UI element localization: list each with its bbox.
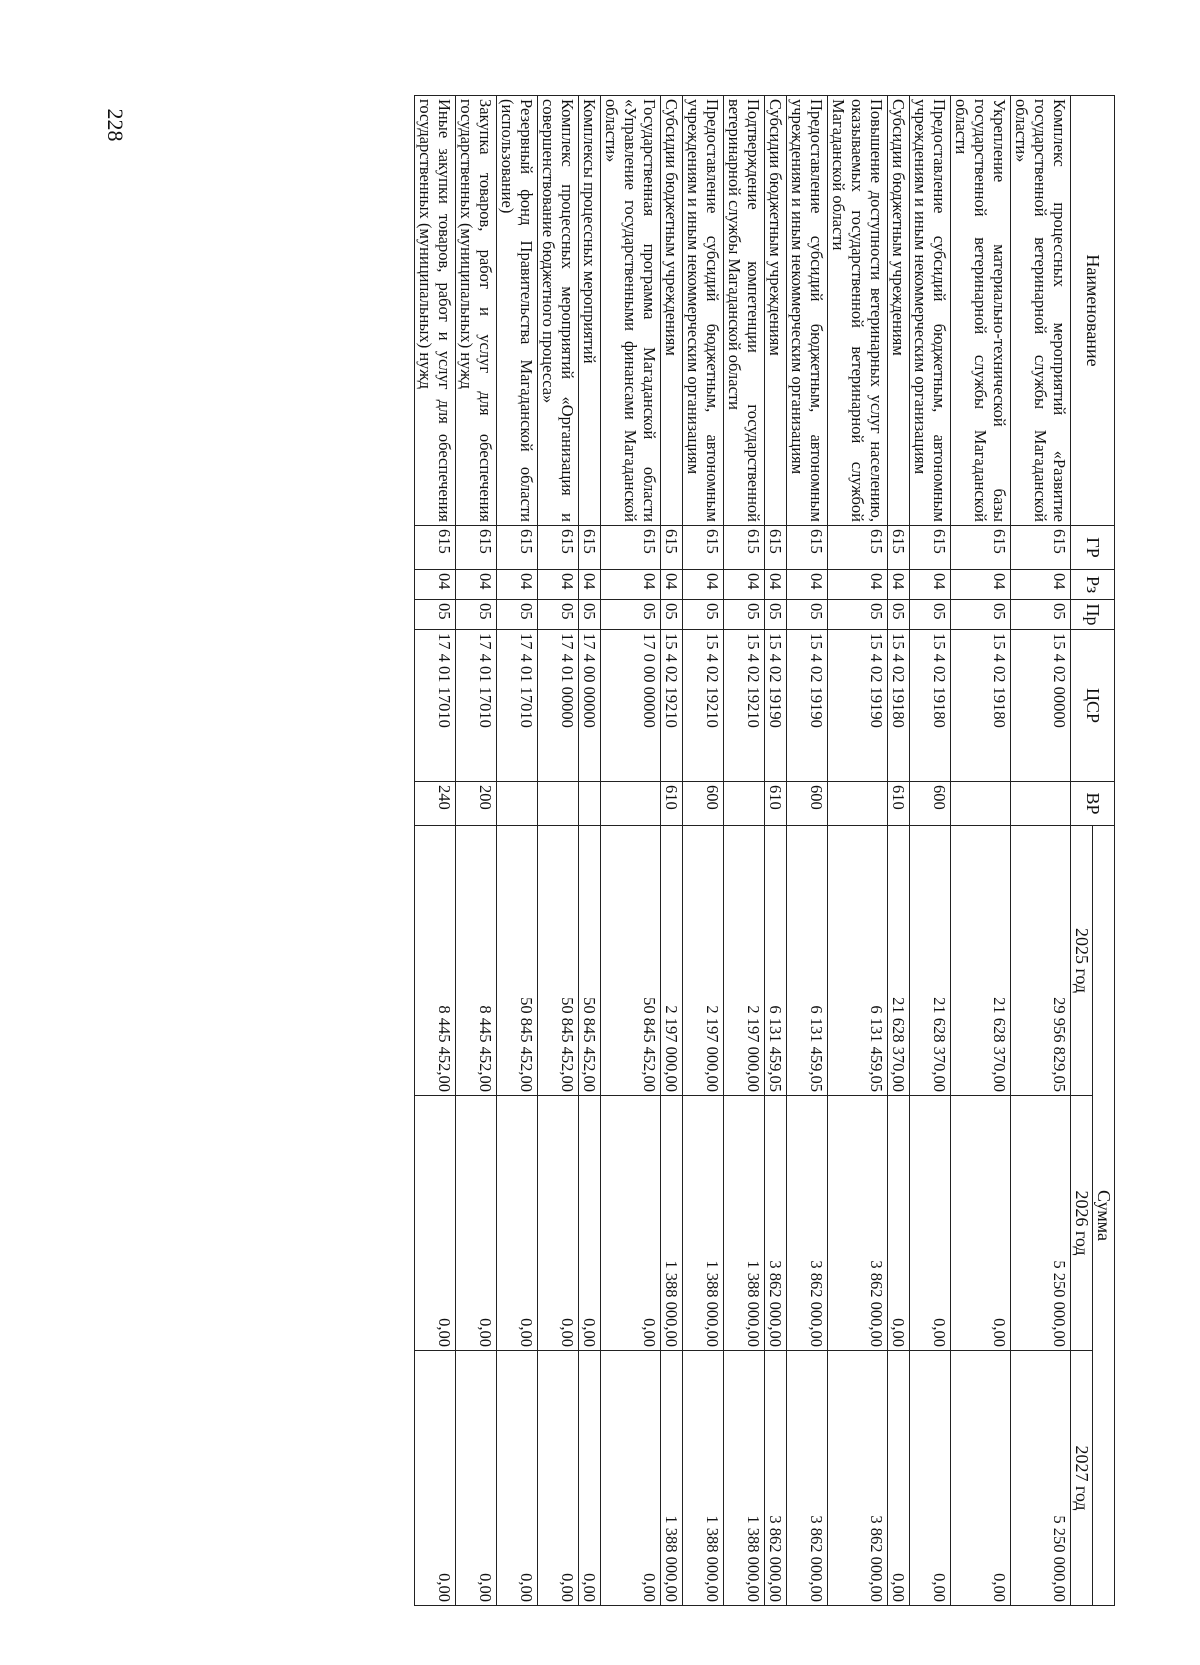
cell-gr: 615 xyxy=(1011,526,1071,570)
cell-name: Комплекс процессных мероприятий «Развитие государственной ветеринарной службы Магаданской области» xyxy=(1011,96,1071,526)
cell-pr: 05 xyxy=(415,600,456,630)
cell-2026: 0,00 xyxy=(910,1096,951,1351)
table-row xyxy=(828,96,888,1606)
table-row xyxy=(538,96,579,1606)
cell-2027: 0,00 xyxy=(601,1351,661,1606)
cell-2027: 0,00 xyxy=(415,1351,456,1606)
cell-pr: 05 xyxy=(497,600,538,630)
cell-name: Субсидии бюджетным учреждениям xyxy=(765,96,787,526)
cell-rz: 04 xyxy=(497,570,538,600)
cell-2027: 0,00 xyxy=(497,1351,538,1606)
table-row xyxy=(415,96,456,1606)
cell-2025: 2 197 000,00 xyxy=(724,826,765,1096)
header-2025: 2025 год xyxy=(1071,826,1093,1096)
rotated-page-content xyxy=(225,95,1115,1605)
cell-pr: 05 xyxy=(579,600,601,630)
cell-2026: 1 388 000,00 xyxy=(683,1096,724,1351)
header-sum: Сумма xyxy=(1093,826,1115,1606)
cell-name: Субсидии бюджетным учреждениям xyxy=(661,96,683,526)
cell-2026: 0,00 xyxy=(415,1096,456,1351)
cell-csr: 15 4 02 19210 xyxy=(661,630,683,782)
cell-gr: 615 xyxy=(415,526,456,570)
cell-2027: 3 862 000,00 xyxy=(765,1351,787,1606)
cell-csr: 15 4 02 19180 xyxy=(910,630,951,782)
cell-2025: 8 445 452,00 xyxy=(415,826,456,1096)
header-csr: ЦСР xyxy=(1071,630,1115,782)
table-row xyxy=(579,96,601,1606)
cell-2025: 29 956 829,05 xyxy=(1011,826,1071,1096)
cell-vr xyxy=(601,782,661,826)
cell-2026: 0,00 xyxy=(601,1096,661,1351)
cell-vr xyxy=(724,782,765,826)
cell-csr: 17 4 01 17010 xyxy=(456,630,497,782)
header-rz: Рз xyxy=(1071,570,1115,600)
cell-csr: 17 0 00 00000 xyxy=(601,630,661,782)
cell-rz: 04 xyxy=(415,570,456,600)
cell-2025: 50 845 452,00 xyxy=(601,826,661,1096)
cell-csr: 17 4 01 17010 xyxy=(497,630,538,782)
cell-pr: 05 xyxy=(787,600,828,630)
cell-2025: 21 628 370,00 xyxy=(910,826,951,1096)
cell-name: Предоставление субсидий бюджетным, автономным учреждениям и иным некоммерческим организациям xyxy=(787,96,828,526)
cell-vr xyxy=(828,782,888,826)
cell-2027: 5 250 000,00 xyxy=(1011,1351,1071,1606)
cell-2026: 3 862 000,00 xyxy=(787,1096,828,1351)
cell-gr: 615 xyxy=(724,526,765,570)
table-row xyxy=(601,96,661,1606)
cell-gr: 615 xyxy=(951,526,1011,570)
header-pr: Пр xyxy=(1071,600,1115,630)
cell-2026: 3 862 000,00 xyxy=(828,1096,888,1351)
cell-pr: 05 xyxy=(601,600,661,630)
cell-2026: 1 388 000,00 xyxy=(661,1096,683,1351)
cell-2027: 0,00 xyxy=(910,1351,951,1606)
cell-vr: 600 xyxy=(683,782,724,826)
cell-rz: 04 xyxy=(1011,570,1071,600)
cell-vr xyxy=(1011,782,1071,826)
cell-name: Предоставление субсидий бюджетным, автономным учреждениям и иным некоммерческим организациям xyxy=(683,96,724,526)
cell-gr: 615 xyxy=(661,526,683,570)
cell-name: Иные закупки товаров, работ и услуг для обеспечения государственных (муниципальных) нужд xyxy=(415,96,456,526)
cell-rz: 04 xyxy=(683,570,724,600)
cell-vr: 200 xyxy=(456,782,497,826)
cell-2025: 50 845 452,00 xyxy=(579,826,601,1096)
cell-pr: 05 xyxy=(951,600,1011,630)
cell-2027: 0,00 xyxy=(456,1351,497,1606)
cell-pr: 05 xyxy=(828,600,888,630)
cell-2027: 0,00 xyxy=(579,1351,601,1606)
cell-name: Закупка товаров, работ и услуг для обеспечения государственных (муниципальных) нужд xyxy=(456,96,497,526)
cell-rz: 04 xyxy=(765,570,787,600)
cell-rz: 04 xyxy=(538,570,579,600)
cell-2025: 6 131 459,05 xyxy=(787,826,828,1096)
cell-rz: 04 xyxy=(910,570,951,600)
cell-csr: 17 4 00 00000 xyxy=(579,630,601,782)
cell-2027: 3 862 000,00 xyxy=(787,1351,828,1606)
cell-2026: 5 250 000,00 xyxy=(1011,1096,1071,1351)
budget-table xyxy=(414,95,1115,1606)
cell-pr: 05 xyxy=(456,600,497,630)
cell-name: Государственная программа Магаданской области «Управление государственными финансами Магаданской области» xyxy=(601,96,661,526)
cell-name: Предоставление субсидий бюджетным, автономным учреждениям и иным некоммерческим организациям xyxy=(910,96,951,526)
cell-vr: 600 xyxy=(910,782,951,826)
cell-2025: 2 197 000,00 xyxy=(683,826,724,1096)
cell-name: Комплексы процессных мероприятий xyxy=(579,96,601,526)
cell-name: Подтверждение компетенции государственной ветеринарной службы Магаданской области xyxy=(724,96,765,526)
table-row xyxy=(787,96,828,1606)
header-name: Наименование xyxy=(1071,96,1115,526)
page-number: 228 xyxy=(103,108,128,142)
header-2026: 2026 год xyxy=(1071,1096,1093,1351)
cell-csr: 15 4 02 19210 xyxy=(683,630,724,782)
cell-gr: 615 xyxy=(538,526,579,570)
cell-vr: 600 xyxy=(787,782,828,826)
cell-2027: 0,00 xyxy=(538,1351,579,1606)
table-row xyxy=(888,96,910,1606)
header-2027: 2027 год xyxy=(1071,1351,1093,1606)
cell-name: Резервный фонд Правительства Магаданской области (использование) xyxy=(497,96,538,526)
cell-2025: 50 845 452,00 xyxy=(497,826,538,1096)
cell-2027: 0,00 xyxy=(888,1351,910,1606)
cell-2027: 1 388 000,00 xyxy=(683,1351,724,1606)
cell-vr xyxy=(497,782,538,826)
cell-2026: 0,00 xyxy=(951,1096,1011,1351)
cell-2025: 6 131 459,05 xyxy=(765,826,787,1096)
cell-gr: 615 xyxy=(787,526,828,570)
cell-2026: 0,00 xyxy=(888,1096,910,1351)
cell-rz: 04 xyxy=(661,570,683,600)
cell-csr: 15 4 02 19180 xyxy=(888,630,910,782)
cell-name: Укрепление материально-технической базы государственной ветеринарной службы Магаданской области xyxy=(951,96,1011,526)
cell-gr: 615 xyxy=(497,526,538,570)
cell-gr: 615 xyxy=(683,526,724,570)
cell-pr: 05 xyxy=(1011,600,1071,630)
cell-2027: 0,00 xyxy=(951,1351,1011,1606)
cell-name: Повышение доступности ветеринарных услуг населению, оказываемых государственной ветеринарной службой Магаданской области xyxy=(828,96,888,526)
cell-2025: 8 445 452,00 xyxy=(456,826,497,1096)
cell-pr: 05 xyxy=(765,600,787,630)
cell-2025: 21 628 370,00 xyxy=(951,826,1011,1096)
cell-vr xyxy=(538,782,579,826)
cell-2026: 0,00 xyxy=(538,1096,579,1351)
table-row xyxy=(683,96,724,1606)
table-row xyxy=(1011,96,1071,1606)
cell-name: Субсидии бюджетным учреждениям xyxy=(888,96,910,526)
table-row xyxy=(661,96,683,1606)
cell-gr: 615 xyxy=(601,526,661,570)
cell-rz: 04 xyxy=(951,570,1011,600)
table-row xyxy=(765,96,787,1606)
table-row xyxy=(497,96,538,1606)
cell-csr: 15 4 02 19190 xyxy=(787,630,828,782)
cell-csr: 15 4 02 19210 xyxy=(724,630,765,782)
cell-rz: 04 xyxy=(888,570,910,600)
cell-csr: 17 4 01 00000 xyxy=(538,630,579,782)
table-row xyxy=(910,96,951,1606)
cell-2026: 3 862 000,00 xyxy=(765,1096,787,1351)
cell-gr: 615 xyxy=(765,526,787,570)
cell-2026: 1 388 000,00 xyxy=(724,1096,765,1351)
cell-rz: 04 xyxy=(456,570,497,600)
cell-2027: 1 388 000,00 xyxy=(724,1351,765,1606)
cell-2027: 3 862 000,00 xyxy=(828,1351,888,1606)
cell-2026: 0,00 xyxy=(456,1096,497,1351)
table-body xyxy=(415,96,1071,1606)
cell-gr: 615 xyxy=(910,526,951,570)
cell-vr: 610 xyxy=(765,782,787,826)
cell-vr xyxy=(579,782,601,826)
table-row xyxy=(456,96,497,1606)
cell-pr: 05 xyxy=(910,600,951,630)
cell-rz: 04 xyxy=(601,570,661,600)
cell-vr xyxy=(951,782,1011,826)
cell-rz: 04 xyxy=(724,570,765,600)
cell-2025: 6 131 459,05 xyxy=(828,826,888,1096)
table-row xyxy=(724,96,765,1606)
cell-pr: 05 xyxy=(538,600,579,630)
cell-gr: 615 xyxy=(579,526,601,570)
header-vr: ВР xyxy=(1071,782,1115,826)
cell-pr: 05 xyxy=(683,600,724,630)
cell-gr: 615 xyxy=(828,526,888,570)
cell-csr: 15 4 02 19190 xyxy=(765,630,787,782)
cell-pr: 05 xyxy=(724,600,765,630)
cell-csr: 17 4 01 17010 xyxy=(415,630,456,782)
cell-gr: 615 xyxy=(456,526,497,570)
cell-gr: 615 xyxy=(888,526,910,570)
table-row xyxy=(951,96,1011,1606)
cell-vr: 610 xyxy=(661,782,683,826)
cell-csr: 15 4 02 19190 xyxy=(828,630,888,782)
cell-pr: 05 xyxy=(661,600,683,630)
cell-2027: 1 388 000,00 xyxy=(661,1351,683,1606)
cell-csr: 15 4 02 00000 xyxy=(1011,630,1071,782)
cell-2025: 2 197 000,00 xyxy=(661,826,683,1096)
cell-2026: 0,00 xyxy=(497,1096,538,1351)
cell-rz: 04 xyxy=(787,570,828,600)
cell-2025: 50 845 452,00 xyxy=(538,826,579,1096)
cell-rz: 04 xyxy=(579,570,601,600)
cell-pr: 05 xyxy=(888,600,910,630)
cell-name: Комплекс процессных мероприятий «Организация и совершенствование бюджетного процесса» xyxy=(538,96,579,526)
cell-vr: 240 xyxy=(415,782,456,826)
cell-2025: 21 628 370,00 xyxy=(888,826,910,1096)
header-gr: ГР xyxy=(1071,526,1115,570)
table-header xyxy=(1071,96,1115,1606)
cell-2026: 0,00 xyxy=(579,1096,601,1351)
cell-rz: 04 xyxy=(828,570,888,600)
cell-vr: 610 xyxy=(888,782,910,826)
cell-csr: 15 4 02 19180 xyxy=(951,630,1011,782)
